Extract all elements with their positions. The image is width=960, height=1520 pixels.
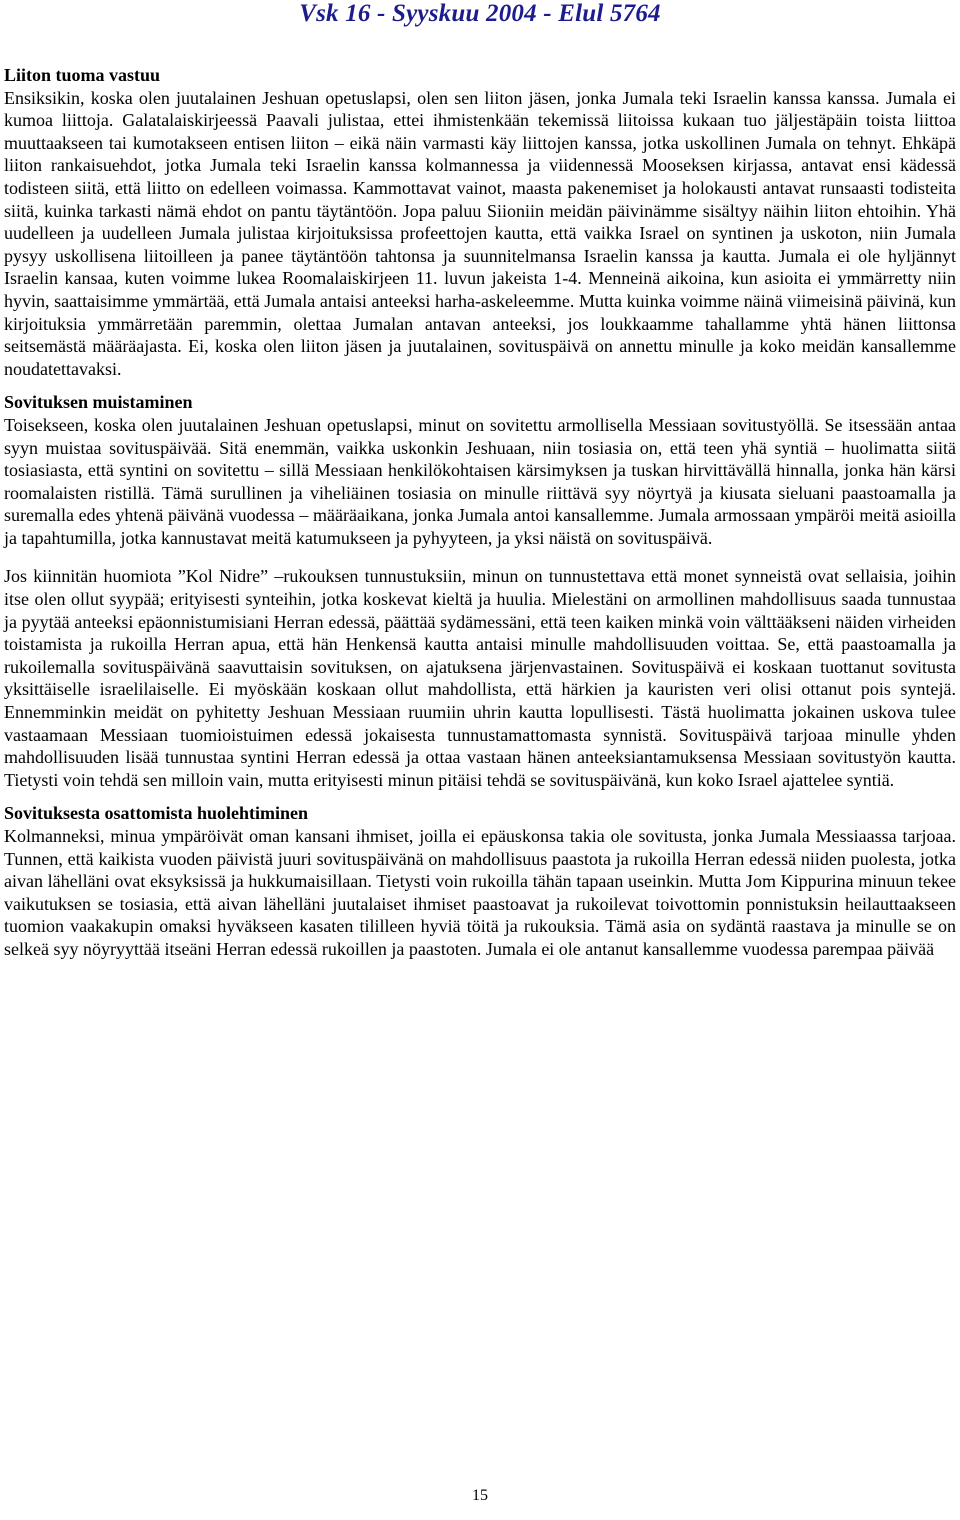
paragraph-atonement: Toisekseen, koska olen juutalainen Jeshuan opetuslapsi, minut on sovitettu armollisella Messiaan sovitustyöllä. Se itsessään antaa syyn muistaa sovituspäivää. Sitä enemmän, vaikka uskonkin Jeshuaan, niin tosiasia on, että teen yhä syntiä – huolimatta siitä tosiasiasta, että syntini on sovitettu – sillä Messiaan henkilökohtaisen kärsimyksen ja tuskan hirvittävällä hinnalla, jonka hän kärsi roomalaisten ristillä. Tämä surullinen ja viheliäinen tosiasia on minulle riittävä syy nöyrtyä ja kiusata sieluani paastoamalla ja suremalla edes yhtenä päivänä vuodessa – määräaikana, jonka Jumala antoi kansallemme. Jumala armossaan ympäröi meitä asioilla ja tapahtumilla, jotka kannustavat meitä katumukseen ja pyhyyteen, ja yksi näistä on sovituspäivä.	[4, 414, 956, 548]
article-body	[4, 64, 956, 961]
newsletter-header: Vsk 16 - Syyskuu 2004 - Elul 5764	[299, 0, 661, 27]
page-number: 15	[472, 1487, 488, 1504]
section-heading-covenant: Liiton tuoma vastuu	[4, 65, 161, 85]
section-heading-others: Sovituksesta osattomista huolehtiminen	[4, 803, 309, 824]
section-heading-atonement: Sovituksen muistaminen	[4, 392, 193, 413]
paragraph-kol-nidre: Jos kiinnitän huomiota ”Kol Nidre” –rukouksen tunnustuksiin, minun on tunnustettava että monet synneistä ovat sellaisia, joihin itse olen ollut syypää; erityisesti synteihin, jotka koskevat kieltä ja huulia. Mielestäni on armollinen mahdollisuus saada tunnustaa ja pyytää anteeksi epäonnistumisiani Herran edessä, päättää sydämessäni, että teen kaiken minkä voin välttääkseni näiden virheiden toistamista ja rukoilla Herran apua, että hän Henkensä kautta antaisi minulle mahdollisuuden voittaa. Se, että paastoamalla ja rukoilemalla sovituspäivänä saavuttaisin sovituksen, on ajatuksena järjenvastainen. Sovituspäivä ei koskaan tuottanut sovitusta yksittäiselle israelilaiselle. Ei myöskään koskaan ollut mahdollista, että härkien ja kauristen veri olisi ottanut pois syntejä. Ennemminkin meidät on pyhitetty Jeshuan Messiaan ruumiin uhrin kautta lopullisesti. Tästä huolimatta jokainen uskova tulee vastaamaan Messiaan tuomioistuimen edessä jokaisesta tunnustamattomasta synnistä. Sovituspäivä tarjoaa minulle yhden mahdollisuuden lisää tunnustaa syntini Herran edessä ja ottaa vastaan hänen anteeksiantamuksensa Messiaan sovitustyön kautta. Tietysti voin tehdä sen milloin vain, mutta erityisesti minun pitäisi tehdä se sovituspäivänä, kun koko Israel ajattelee syntiä.	[4, 566, 956, 790]
paragraph-covenant: Ensiksikin, koska olen juutalainen Jeshuan opetuslapsi, olen sen liiton jäsen, jonka Jumala teki Israelin kanssa kanssa. Jumala ei kumoa liittoja. Galatalaiskirjeessä Paavali julistaa, ettei ihmistenkään tekemissä liitoissa kukaan tuo jäljestäpäin toista liittoa muuttaakseen tai kumotakseen entisen liiton – eikä näin varmasti käy liittojen kanssa, jotka uskollinen Jumala on tehnyt. Ehkäpä liiton rankaisuehdot, jotka Jumala teki Israelin kanssa kolmannessa ja viidennessä Mooseksen kirjassa, antavat ensi kädessä todisteen siitä, että liitto on edelleen voimassa. Kammottavat vainot, maasta pakenemiset ja holokausti antavat runsaasti todisteita siitä, kuinka tarkasti nämä ehdot on pantu täytäntöön. Jopa paluu Siioniin meidän päivinämme sisältyy näihin liiton ehtoihin. Yhä uudelleen ja uudelleen Jumala julistaa kirjoituksissa profeettojen kautta, että vaikka Israel on syntinen ja uskoton, niin Jumala pysyy uskollisena liitoilleen ja panee täytäntöön tahtonsa ja suunnitelmansa Israelin kanssa ja kautta. Jumala ei ole hyljännyt Israelin kansaa, kuten voimme lukea Roomalaiskirjeen 11. luvun jakeista 1-4. Menneinä aikoina, kun asioita ei ymmärretty niin hyvin, saattaisimme ymmärtää, että Jumala antaisi anteeksi harha-askeleemme. Mutta kuinka voimme näinä viimeisinä päivinä, kun kirjoituksia ymmärretään paremmin, olettaa Jumalan antavan anteeksi, jos loukkaamme tahallamme yhtä hänen liittonsa seitsemästä määräajasta. Ei, koska olen liiton jäsen ja juutalainen, sovituspäivä on annettu minulle ja koko meidän kansallemme noudatettavaksi.	[4, 87, 956, 379]
paragraph-others: Kolmanneksi, minua ympäröivät oman kansani ihmiset, joilla ei epäuskonsa takia ole sovitusta, jonka Jumala Messiaassa tarjoaa. Tunnen, että kaikista vuoden päivistä juuri sovituspäivänä on mahdollisuus paastota ja rukoilla Herran edessä niiden puolesta, jotka aivan lähelläni ovat eksyksissä ja hukkumaisillaan. Tietysti voin rukoilla tähän tapaan useinkin. Mutta Jom Kippurina minuun tekee vaikutuksen se tosiasia, että aivan lähelläni juutalaiset ihmiset paastoavat ja rukoilevat toivottomin ponnistuksin heilauttaakseen tuomion vaakakupin omaksi hyväkseen kasaten tililleen hyviä töitä ja rukouksia. Tämä asia on sydäntä raastava ja minulle se on selkeä syy nöyryyttää itseäni Herran edessä rukoillen ja paastoten. Jumala ei ole antanut kansallemme vuodessa parempaa päivää	[4, 826, 956, 959]
